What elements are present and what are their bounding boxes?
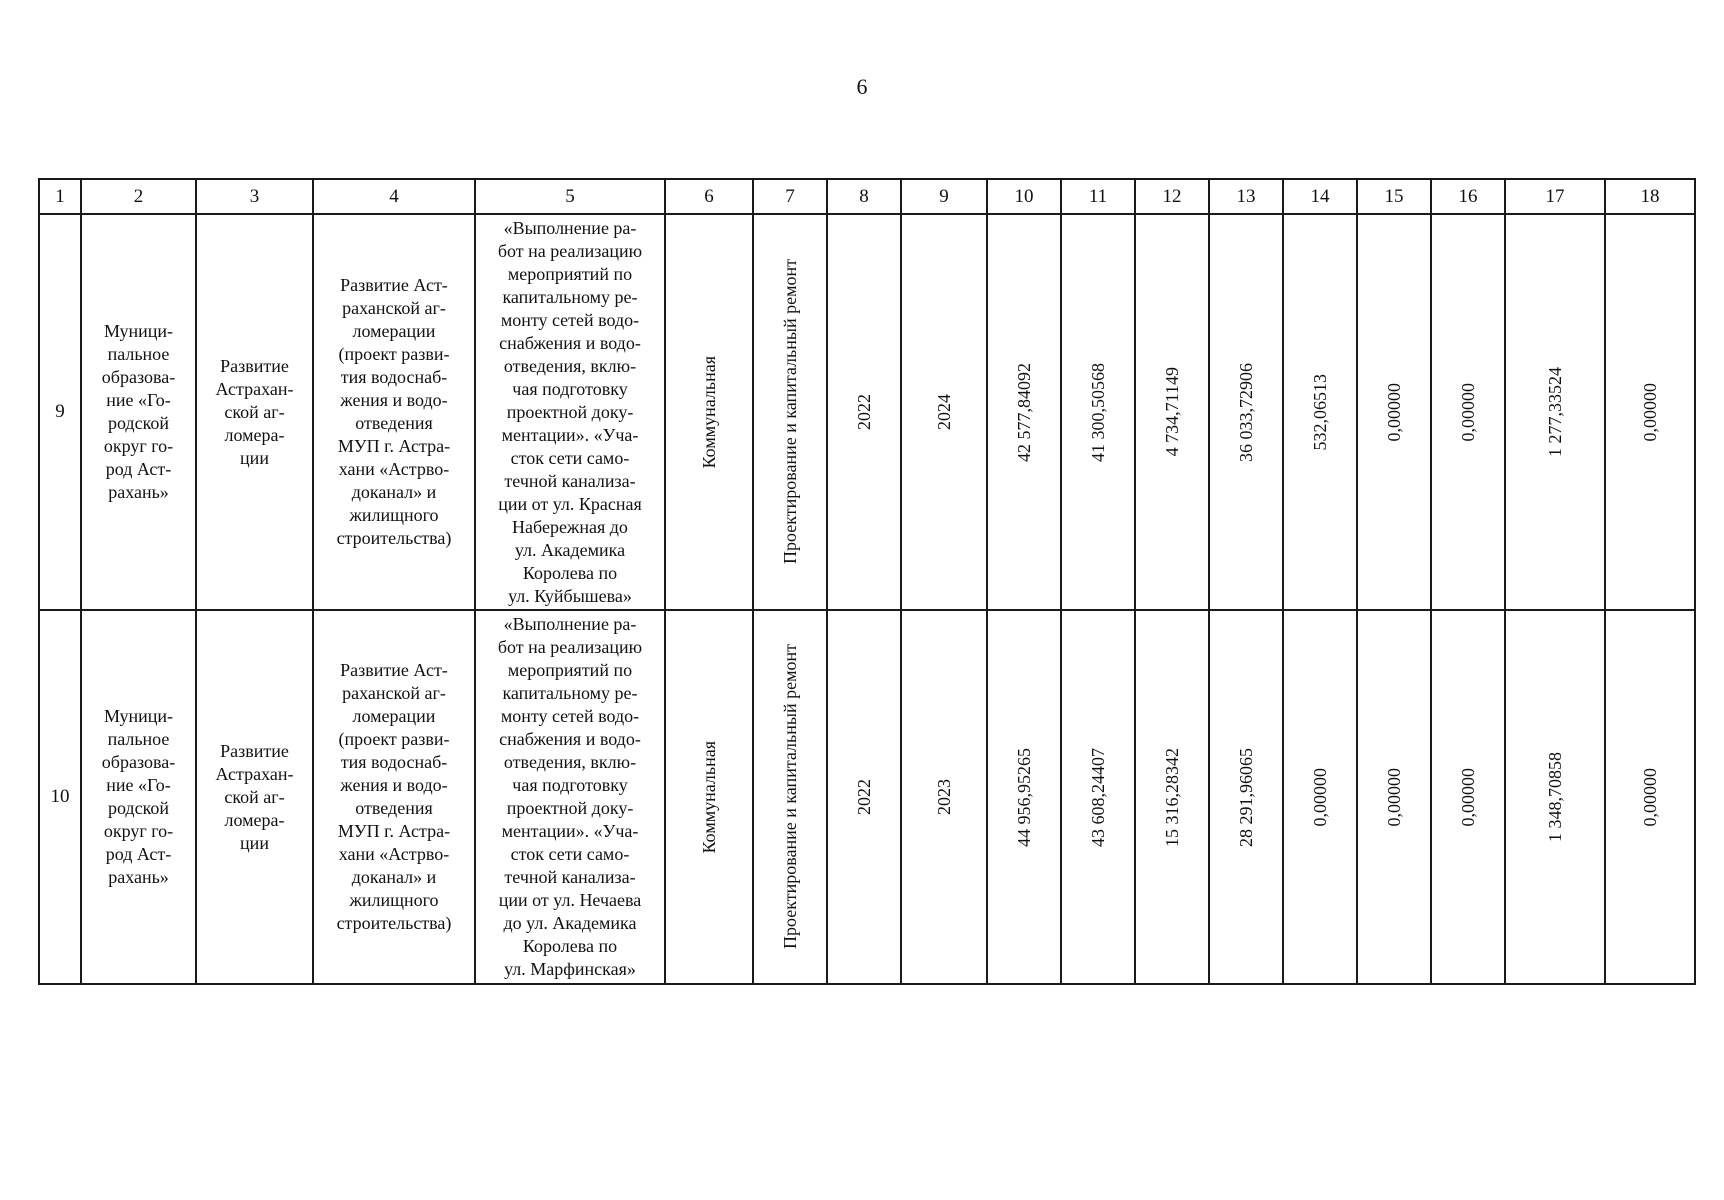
- amount-value: 0,00000: [1384, 382, 1404, 442]
- header-cell-4: 4: [313, 179, 475, 214]
- amount-value: 0,00000: [1310, 767, 1330, 827]
- text-line: родской: [107, 413, 170, 433]
- value-cell-13: [1209, 214, 1283, 610]
- amount-value: 36 033,72906: [1236, 362, 1256, 462]
- text-line: жилищного: [349, 890, 439, 910]
- work-type-cell: [753, 214, 827, 610]
- text-line: Астрахан-: [215, 378, 294, 399]
- end-year-value: 2023: [934, 779, 954, 815]
- text-line: пальное: [107, 344, 170, 364]
- text-line: ской аг-: [224, 401, 285, 422]
- header-cell-3: 3: [196, 179, 313, 214]
- text-line: ции: [240, 447, 269, 468]
- text-line: (проект разви-: [338, 729, 450, 749]
- text-line: мероприятий по: [507, 660, 633, 680]
- header-cell-13: 13: [1209, 179, 1283, 214]
- table-row: [39, 214, 1695, 610]
- description-cell: [475, 610, 665, 984]
- text-line: ломерации: [352, 321, 436, 341]
- amount-value: 41 300,50568: [1088, 362, 1108, 462]
- text-line: род Аст-: [105, 844, 172, 864]
- text-line: течной канализа-: [504, 470, 636, 491]
- sector-cell: [665, 610, 753, 984]
- text-line: бот на реализацию: [497, 637, 643, 657]
- text-line: доканал» и: [351, 867, 437, 887]
- header-cell-8: 8: [827, 179, 901, 214]
- text-line: ул. Академика: [514, 539, 626, 560]
- text-line: ломера-: [224, 809, 285, 830]
- row-number-cell: 9: [39, 214, 81, 610]
- header-cell-2: 2: [81, 179, 196, 214]
- project-cell: [313, 610, 475, 984]
- value-cell-15: [1357, 214, 1431, 610]
- text-line: ул. Марфинская»: [504, 959, 636, 979]
- page-number: 6: [856, 74, 868, 99]
- text-line: тия водоснаб-: [340, 752, 448, 772]
- text-line: снабжения и водо-: [499, 729, 641, 749]
- header-row: [39, 179, 1695, 214]
- sector-cell: [665, 214, 753, 610]
- municipality-cell: [81, 214, 196, 610]
- text-line: жения и водо-: [340, 390, 448, 410]
- text-line: рахань»: [108, 482, 169, 502]
- start-year-value: 2022: [854, 394, 874, 430]
- text-line: образова-: [101, 367, 176, 387]
- text-line: строительства): [336, 528, 452, 548]
- header-cell-18: 18: [1605, 179, 1695, 214]
- header-cell-15: 15: [1357, 179, 1431, 214]
- value-cell-12: [1135, 214, 1209, 610]
- value-cell-11: [1061, 214, 1135, 610]
- text-line: Муници-: [103, 706, 174, 726]
- header-cell-16: 16: [1431, 179, 1505, 214]
- amount-value: 44 956,95265: [1014, 747, 1034, 847]
- text-line: проектной доку-: [506, 798, 634, 818]
- work-type-label: Проектирование и капитальный ремонт: [780, 644, 800, 950]
- text-line: Астрахан-: [215, 763, 294, 784]
- text-line: отведения, вклю-: [503, 752, 637, 772]
- amount-value: 4 734,71149: [1162, 367, 1182, 457]
- value-cell-10: [987, 610, 1061, 984]
- text-line: (проект разви-: [338, 344, 450, 364]
- text-line: Набережная до: [512, 516, 628, 537]
- value-cell-14: [1283, 610, 1357, 984]
- header-cell-11: 11: [1061, 179, 1135, 214]
- value-cell-14: [1283, 214, 1357, 610]
- amount-value: 532,06513: [1310, 373, 1330, 451]
- header-cell-7: 7: [753, 179, 827, 214]
- amount-value: 0,00000: [1640, 382, 1660, 442]
- amount-value: 15 316,28342: [1162, 747, 1182, 847]
- project-cell: [313, 214, 475, 610]
- text-line: проектной доку-: [506, 401, 634, 422]
- data-table: [38, 178, 1696, 985]
- text-line: тия водоснаб-: [340, 367, 448, 387]
- text-line: Королева по: [522, 562, 618, 583]
- text-line: ние «Го-: [106, 390, 171, 410]
- text-line: Развитие Аст-: [340, 275, 448, 295]
- text-line: капитальному ре-: [502, 286, 638, 307]
- amount-value: 0,00000: [1384, 767, 1404, 827]
- text-line: Развитие: [220, 355, 289, 376]
- text-line: бот на реализацию: [497, 240, 643, 261]
- value-cell-15: [1357, 610, 1431, 984]
- text-line: хани «Астрво-: [338, 844, 450, 864]
- amount-value: 0,00000: [1458, 382, 1478, 442]
- text-line: Муници-: [103, 321, 174, 341]
- text-line: Развитие: [220, 740, 289, 761]
- text-line: «Выполнение ра-: [503, 217, 637, 238]
- program-cell: [196, 214, 313, 610]
- text-line: род Аст-: [105, 459, 172, 479]
- value-cell-18: [1605, 214, 1695, 610]
- work-type-cell: [753, 610, 827, 984]
- header-cell-9: 9: [901, 179, 987, 214]
- header-cell-6: 6: [665, 179, 753, 214]
- text-line: ломера-: [224, 424, 285, 445]
- text-line: ние «Го-: [106, 775, 171, 795]
- text-line: ул. Куйбышева»: [508, 585, 632, 606]
- text-line: ментации». «Уча-: [501, 424, 639, 445]
- row-number-cell: 10: [39, 610, 81, 984]
- text-line: отведения: [355, 413, 433, 433]
- start-year-cell: [827, 214, 901, 610]
- text-line: строительства): [336, 913, 452, 933]
- text-line: ломерации: [352, 706, 436, 726]
- header-cell-12: 12: [1135, 179, 1209, 214]
- text-line: МУП г. Астра-: [337, 436, 451, 456]
- text-line: мероприятий по: [507, 263, 633, 284]
- text-line: чая подготовку: [512, 775, 628, 795]
- sector-label: Коммунальная: [699, 355, 719, 469]
- text-line: хани «Астрво-: [338, 459, 450, 479]
- sector-label: Коммунальная: [699, 740, 719, 854]
- amount-value: 1 348,70858: [1545, 752, 1565, 842]
- text-line: округ го-: [103, 436, 174, 456]
- text-line: Королева по: [522, 936, 618, 956]
- text-line: жилищного: [349, 505, 439, 525]
- municipality-cell: [81, 610, 196, 984]
- text-line: округ го-: [103, 821, 174, 841]
- text-line: ской аг-: [224, 786, 285, 807]
- text-line: раханской аг-: [342, 683, 446, 703]
- text-line: «Выполнение ра-: [503, 614, 637, 634]
- value-cell-17: [1505, 214, 1605, 610]
- amount-value: 0,00000: [1640, 767, 1660, 827]
- amount-value: 0,00000: [1458, 767, 1478, 827]
- text-line: капитальному ре-: [502, 683, 638, 703]
- text-line: образова-: [101, 752, 176, 772]
- value-cell-18: [1605, 610, 1695, 984]
- text-line: доканал» и: [351, 482, 437, 502]
- start-year-value: 2022: [854, 779, 874, 815]
- start-year-cell: [827, 610, 901, 984]
- description-cell: [475, 214, 665, 610]
- program-cell: [196, 610, 313, 984]
- end-year-value: 2024: [934, 394, 954, 430]
- header-cell-14: 14: [1283, 179, 1357, 214]
- value-cell-16: [1431, 214, 1505, 610]
- value-cell-13: [1209, 610, 1283, 984]
- amount-value: 1 277,33524: [1545, 367, 1565, 457]
- text-line: пальное: [107, 729, 170, 749]
- value-cell-16: [1431, 610, 1505, 984]
- table-row: [39, 610, 1695, 984]
- amount-value: 28 291,96065: [1236, 747, 1256, 847]
- text-line: чая подготовку: [512, 378, 628, 399]
- text-line: рахань»: [108, 867, 169, 887]
- value-cell-12: [1135, 610, 1209, 984]
- header-cell-10: 10: [987, 179, 1061, 214]
- text-line: отведения: [355, 798, 433, 818]
- value-cell-10: [987, 214, 1061, 610]
- text-line: МУП г. Астра-: [337, 821, 451, 841]
- text-line: снабжения и водо-: [499, 332, 641, 353]
- text-line: раханской аг-: [342, 298, 446, 318]
- text-line: ции от ул. Нечаева: [498, 890, 642, 910]
- end-year-cell: [901, 610, 987, 984]
- header-cell-17: 17: [1505, 179, 1605, 214]
- text-line: до ул. Академика: [503, 913, 637, 933]
- header-cell-1: 1: [39, 179, 81, 214]
- amount-value: 43 608,24407: [1088, 747, 1108, 847]
- work-type-label: Проектирование и капитальный ремонт: [780, 259, 800, 565]
- value-cell-17: [1505, 610, 1605, 984]
- value-cell-11: [1061, 610, 1135, 984]
- end-year-cell: [901, 214, 987, 610]
- text-line: течной канализа-: [504, 867, 636, 887]
- text-line: сток сети само-: [510, 844, 630, 864]
- text-line: сток сети само-: [510, 447, 630, 468]
- text-line: Развитие Аст-: [340, 660, 448, 680]
- amount-value: 42 577,84092: [1014, 362, 1034, 462]
- text-line: жения и водо-: [340, 775, 448, 795]
- header-cell-5: 5: [475, 179, 665, 214]
- text-line: монту сетей водо-: [500, 309, 640, 330]
- text-line: родской: [107, 798, 170, 818]
- text-line: ментации». «Уча-: [501, 821, 639, 841]
- text-line: ции от ул. Красная: [498, 493, 642, 514]
- text-line: монту сетей водо-: [500, 706, 640, 726]
- text-line: ции: [240, 832, 269, 853]
- text-line: отведения, вклю-: [503, 355, 637, 376]
